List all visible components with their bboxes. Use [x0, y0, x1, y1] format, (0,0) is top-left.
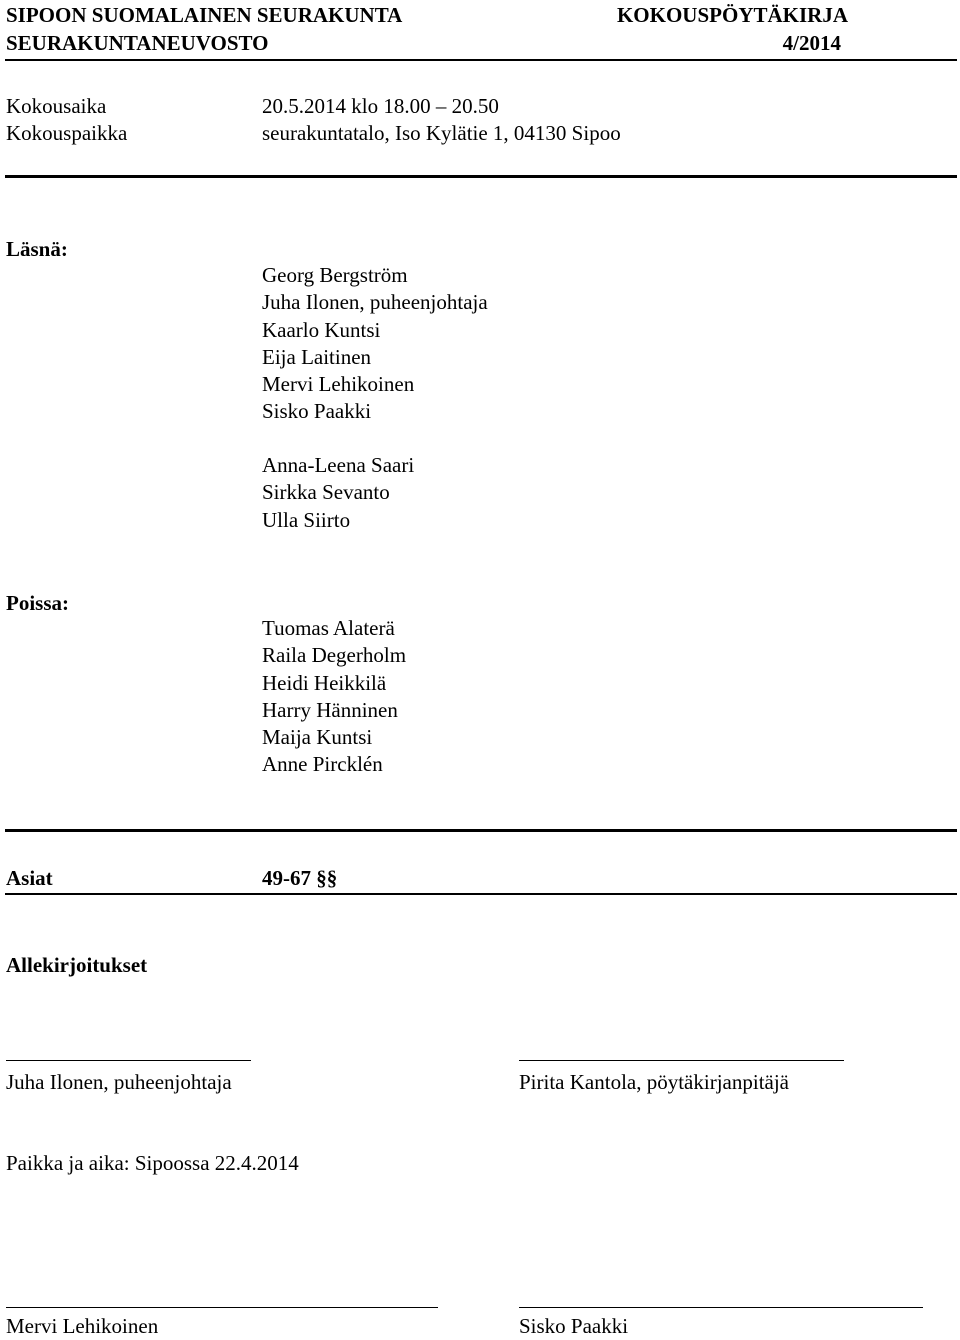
present-name: Juha Ilonen, puheenjohtaja — [262, 290, 488, 315]
meeting-place-value: seurakuntatalo, Iso Kylätie 1, 04130 Sipoo — [262, 121, 621, 145]
absent-name: Anne Pircklén — [262, 752, 383, 777]
absent-label: Poissa: — [6, 591, 69, 615]
checker1-signatory: Mervi Lehikoinen — [6, 1314, 159, 1338]
matters-label: Asiat — [6, 866, 53, 890]
organization-name: SIPOON SUOMALAINEN SEURAKUNTA — [6, 3, 403, 27]
matters-range: 49-67 §§ — [262, 866, 338, 890]
absent-name: Heidi Heikkilä — [262, 670, 387, 695]
body-name: SEURAKUNTANEUVOSTO — [6, 31, 269, 55]
chair-signature-line — [6, 1060, 251, 1061]
meeting-place-label: Kokouspaikka — [6, 121, 128, 145]
absent-name: Tuomas Alaterä — [262, 616, 395, 640]
present-name: Sirkka Sevanto — [262, 480, 390, 505]
absent-name: Raila Degerholm — [262, 643, 407, 668]
secretary-signature-line — [519, 1060, 844, 1061]
present-name: Anna-Leena Saari — [262, 453, 415, 477]
present-name: Ulla Siirto — [262, 507, 351, 532]
matters-divider — [5, 893, 957, 895]
meeting-info-divider — [5, 175, 957, 178]
meeting-time-label: Kokousaika — [6, 94, 107, 118]
checker2-signatory: Sisko Paakki — [519, 1314, 629, 1338]
checker1-signature-line — [6, 1307, 438, 1308]
present-list-primary — [262, 262, 488, 426]
meeting-time-value: 20.5.2014 klo 18.00 – 20.50 — [262, 94, 499, 118]
attendance-divider — [5, 829, 957, 832]
present-name: Eija Laitinen — [262, 344, 372, 369]
absent-name: Harry Hänninen — [262, 697, 398, 722]
present-name: Kaarlo Kuntsi — [262, 317, 381, 342]
secretary-signatory: Pirita Kantola, pöytäkirjanpitäjä — [519, 1070, 790, 1094]
minutes-number: 4/2014 — [782, 31, 841, 55]
absent-list — [262, 615, 406, 779]
checker2-signature-line — [519, 1307, 923, 1308]
document-type: KOKOUSPÖYTÄKIRJA — [616, 3, 848, 27]
place-and-date: Paikka ja aika: Sipoossa 22.4.2014 — [6, 1151, 299, 1175]
absent-name: Maija Kuntsi — [262, 725, 373, 750]
present-list-secondary — [262, 452, 414, 534]
present-name: Georg Bergström — [262, 263, 408, 287]
present-name: Sisko Paakki — [262, 399, 372, 424]
signatures-heading: Allekirjoitukset — [6, 953, 148, 977]
chair-signatory: Juha Ilonen, puheenjohtaja — [6, 1070, 232, 1094]
present-name: Mervi Lehikoinen — [262, 372, 415, 397]
present-label: Läsnä: — [6, 237, 68, 261]
header-divider — [5, 59, 957, 61]
